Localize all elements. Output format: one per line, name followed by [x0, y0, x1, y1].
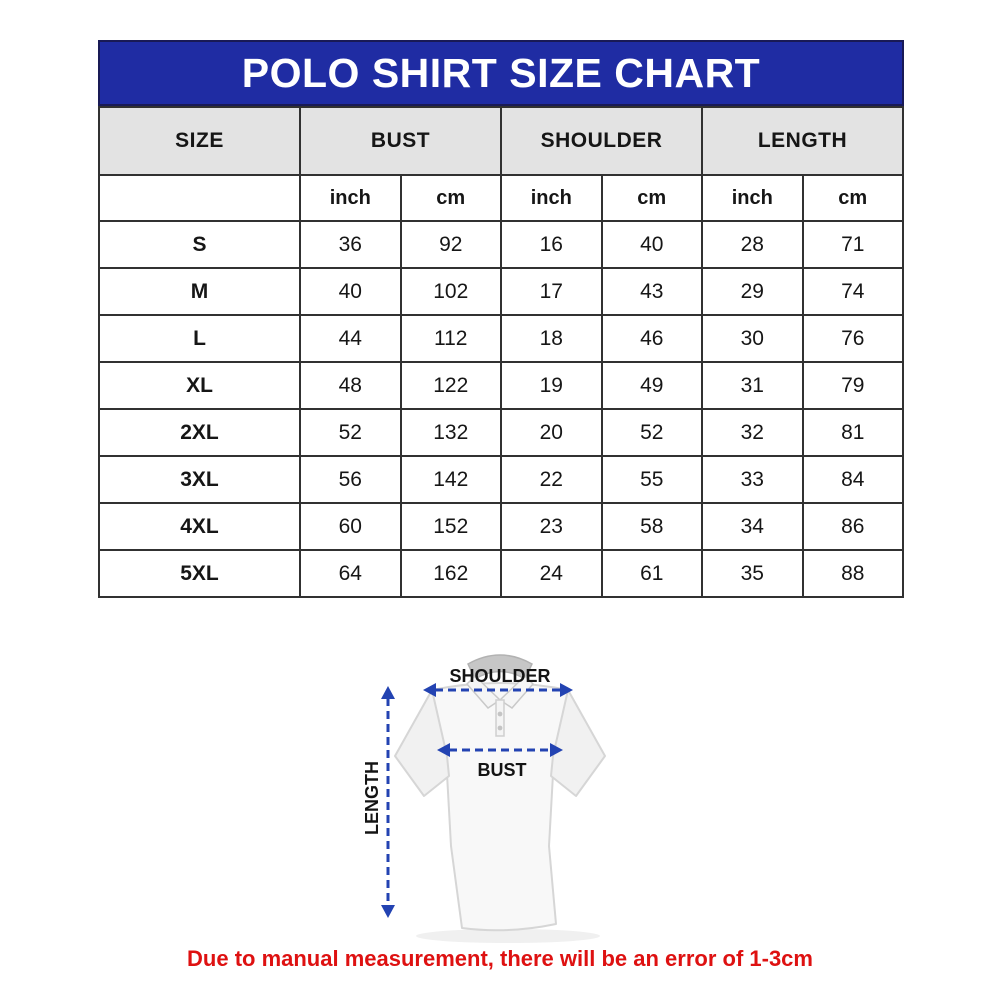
unit-header: inch — [300, 175, 401, 221]
size-label: M — [99, 268, 300, 315]
measurement-cell: 64 — [300, 550, 401, 597]
measurement-disclaimer: Due to manual measurement, there will be an error of 1-3cm — [187, 946, 813, 971]
size-chart — [98, 40, 904, 598]
measurement-cell: 34 — [702, 503, 803, 550]
measurement-cell: 23 — [501, 503, 602, 550]
measurement-cell: 88 — [803, 550, 904, 597]
unit-header: cm — [602, 175, 703, 221]
measurement-cell: 102 — [401, 268, 502, 315]
measurement-cell: 24 — [501, 550, 602, 597]
size-row-xl — [99, 362, 903, 409]
table-group-header-row — [99, 107, 903, 175]
measurement-cell: 18 — [501, 315, 602, 362]
column-header-bust: BUST — [300, 107, 501, 175]
measurement-cell: 40 — [602, 221, 703, 268]
measurement-cell: 36 — [300, 221, 401, 268]
measurement-cell: 22 — [501, 456, 602, 503]
measurement-cell: 81 — [803, 409, 904, 456]
measurement-cell: 19 — [501, 362, 602, 409]
size-row-m — [99, 268, 903, 315]
measurement-cell: 33 — [702, 456, 803, 503]
measurement-cell: 152 — [401, 503, 502, 550]
unit-header: inch — [501, 175, 602, 221]
measurement-cell: 44 — [300, 315, 401, 362]
measurement-cell: 30 — [702, 315, 803, 362]
measurement-cell: 162 — [401, 550, 502, 597]
measurement-cell: 132 — [401, 409, 502, 456]
shirt-button — [498, 712, 503, 717]
length-arrow — [381, 686, 395, 918]
measurement-cell: 31 — [702, 362, 803, 409]
size-row-l — [99, 315, 903, 362]
unit-header: inch — [702, 175, 803, 221]
measurement-cell: 43 — [602, 268, 703, 315]
table-units-row — [99, 175, 903, 221]
measurement-cell: 76 — [803, 315, 904, 362]
measurement-cell: 32 — [702, 409, 803, 456]
shirt-shadow — [416, 929, 600, 943]
bust-arrow-label: BUST — [477, 760, 527, 780]
size-row-5xl — [99, 550, 903, 597]
measurement-cell: 35 — [702, 550, 803, 597]
measurement-cell: 84 — [803, 456, 904, 503]
measurement-cell: 55 — [602, 456, 703, 503]
column-header-shoulder: SHOULDER — [501, 107, 702, 175]
measurement-cell: 79 — [803, 362, 904, 409]
measurement-cell: 49 — [602, 362, 703, 409]
column-header-length: LENGTH — [702, 107, 903, 175]
size-row-2xl — [99, 409, 903, 456]
shirt-button — [498, 726, 503, 731]
measurement-cell: 112 — [401, 315, 502, 362]
size-label: 4XL — [99, 503, 300, 550]
unit-header: cm — [803, 175, 904, 221]
size-label: XL — [99, 362, 300, 409]
size-table — [98, 106, 904, 598]
measurement-cell: 52 — [602, 409, 703, 456]
length-arrow-label: LENGTH — [362, 761, 382, 835]
measurement-cell: 56 — [300, 456, 401, 503]
measurement-cell: 61 — [602, 550, 703, 597]
size-row-3xl — [99, 456, 903, 503]
measurement-cell: 16 — [501, 221, 602, 268]
measurement-cell: 142 — [401, 456, 502, 503]
chart-title-bar — [98, 40, 904, 106]
measurement-cell: 46 — [602, 315, 703, 362]
shoulder-arrow-label: SHOULDER — [449, 666, 551, 686]
size-label: S — [99, 221, 300, 268]
measurement-cell: 40 — [300, 268, 401, 315]
measurement-cell: 17 — [501, 268, 602, 315]
size-row-s — [99, 221, 903, 268]
size-label: 2XL — [99, 409, 300, 456]
measurement-cell: 52 — [300, 409, 401, 456]
units-blank-cell — [99, 175, 300, 221]
column-header-size: SIZE — [99, 107, 300, 175]
shirt-placket — [496, 700, 504, 736]
size-label: 3XL — [99, 456, 300, 503]
polo-shirt-measurement-diagram — [350, 636, 650, 956]
measurement-cell: 29 — [702, 268, 803, 315]
measurement-cell: 92 — [401, 221, 502, 268]
size-row-4xl — [99, 503, 903, 550]
measurement-cell: 20 — [501, 409, 602, 456]
measurement-cell: 60 — [300, 503, 401, 550]
measurement-cell: 86 — [803, 503, 904, 550]
size-label: L — [99, 315, 300, 362]
measurement-cell: 48 — [300, 362, 401, 409]
measurement-cell: 122 — [401, 362, 502, 409]
measurement-cell: 58 — [602, 503, 703, 550]
unit-header: cm — [401, 175, 502, 221]
size-label: 5XL — [99, 550, 300, 597]
measurement-cell: 74 — [803, 268, 904, 315]
measurement-cell: 71 — [803, 221, 904, 268]
measurement-cell: 28 — [702, 221, 803, 268]
page-title: POLO SHIRT SIZE CHART — [241, 49, 761, 96]
